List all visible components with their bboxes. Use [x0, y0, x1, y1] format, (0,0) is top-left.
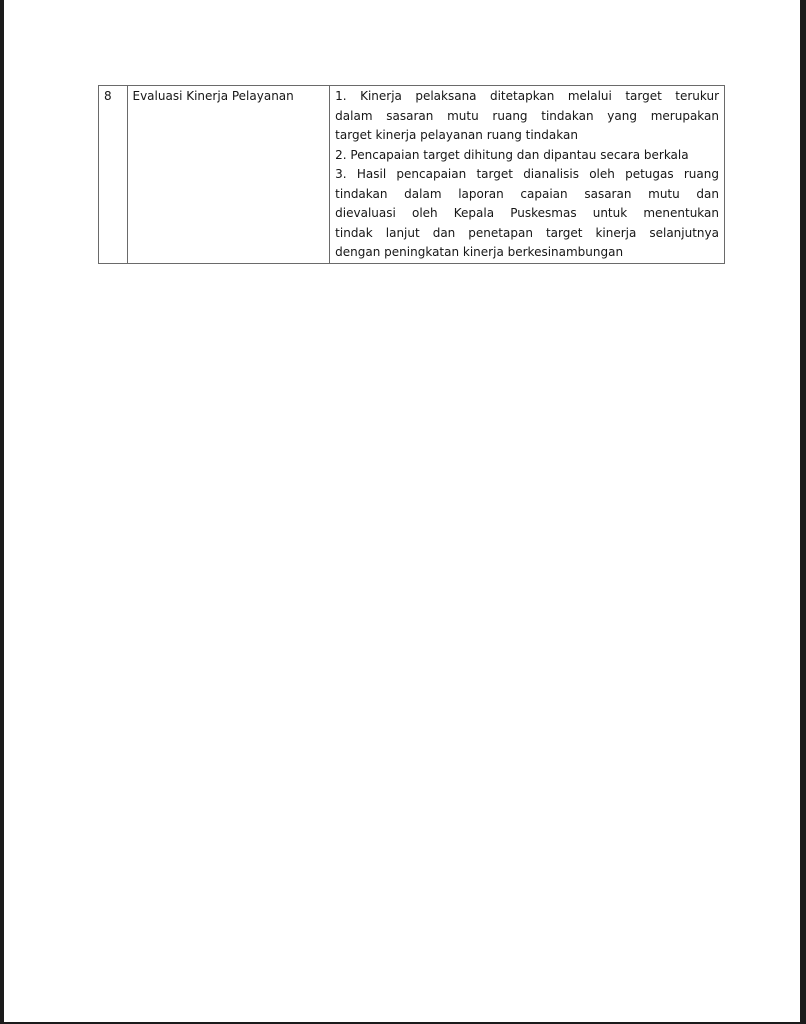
- table-row: [99, 86, 725, 264]
- row-number-cell: [99, 86, 128, 264]
- description-line: dievaluasi oleh Kepala Puskesmas untuk menentukan: [335, 206, 719, 220]
- row-number: 8: [104, 89, 112, 103]
- description-line: tindakan dalam laporan capaian sasaran mutu dan: [335, 186, 719, 201]
- description-line: 3. Hasil pencapaian target dianalisis oleh petugas ruang: [335, 167, 719, 181]
- description-line: dengan peningkatan kinerja berkesinambungan: [335, 245, 624, 259]
- description-line: tindak lanjut dan penetapan target kinerja selanjutnya: [335, 225, 719, 240]
- description-cell: [330, 86, 725, 264]
- procedure-table: [98, 85, 725, 264]
- description-line: target kinerja pelayanan ruang tindakan: [335, 128, 578, 142]
- item-name-cell: [127, 86, 330, 264]
- description-line: 1. Kinerja pelaksana ditetapkan melalui target terukur: [335, 89, 719, 103]
- document-page: [4, 0, 800, 1022]
- description-line: dalam sasaran mutu ruang tindakan yang merupakan: [335, 108, 719, 123]
- description-line: 2. Pencapaian target dihitung dan dipantau secara berkala: [335, 147, 689, 162]
- item-name: Evaluasi Kinerja Pelayanan: [132, 89, 294, 103]
